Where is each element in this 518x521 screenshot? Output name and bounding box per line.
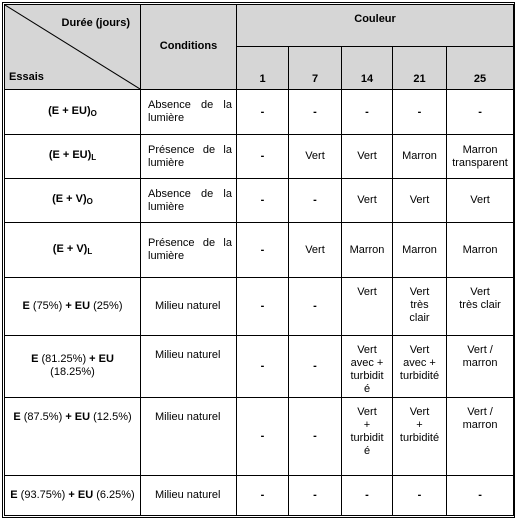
color-value: Vert (470, 194, 490, 207)
color-cell (237, 223, 289, 278)
color-value: Marron (462, 243, 498, 256)
color-cell (342, 278, 393, 335)
color-value: Marron transparent (452, 143, 508, 169)
essai-cell (5, 135, 141, 179)
essai-label: (E + V) (52, 193, 87, 206)
color-value: - (260, 489, 265, 501)
table-row (5, 335, 514, 397)
essai-cell (5, 223, 141, 278)
color-cell (289, 135, 342, 179)
color-cell (447, 335, 514, 397)
color-cell (289, 223, 342, 278)
color-value: Marron (402, 150, 437, 163)
color-value: - (417, 489, 422, 501)
color-cell (393, 179, 447, 223)
essai-cell (5, 278, 141, 335)
color-value: - (478, 105, 482, 118)
color-cell (237, 398, 289, 476)
color-value: - (260, 194, 265, 207)
color-cell (289, 398, 342, 476)
color-value: - (260, 105, 265, 118)
color-cell (393, 223, 447, 278)
color-value: - (313, 300, 317, 313)
color-cell (237, 135, 289, 179)
essai-component: + EU (65, 411, 91, 424)
color-cell (237, 278, 289, 335)
essai-component: E (10, 489, 18, 501)
color-cell (393, 278, 447, 335)
condition-cell: Milieu naturel (141, 476, 237, 516)
color-value: - (260, 359, 265, 372)
color-value: Vert (409, 194, 430, 207)
color-cell (342, 135, 393, 179)
essai-cell (5, 89, 141, 134)
results-table (4, 4, 514, 516)
essai-subscript: O (90, 108, 97, 118)
color-cell (342, 476, 393, 516)
essai-component: + EU (89, 353, 114, 366)
color-cell (289, 278, 342, 335)
essai-component: + EU (68, 489, 94, 501)
day-header: 1 (237, 46, 289, 89)
essai-cell (5, 398, 141, 476)
condition-cell: Absence de la lumière (141, 89, 237, 134)
couleur-header: Couleur (237, 5, 514, 47)
color-value: Vert (357, 194, 377, 207)
duree-label: Durée (jours) (61, 17, 130, 29)
table-row (5, 476, 514, 516)
color-cell (342, 223, 393, 278)
color-cell (237, 335, 289, 397)
essai-subscript: L (91, 153, 97, 163)
condition-cell: Présence de la lumière (141, 223, 237, 278)
color-value: Vert + turbidit é (350, 406, 384, 458)
color-value: Vert (305, 150, 325, 163)
color-value: - (260, 430, 265, 443)
color-value: Vert + turbidité (399, 406, 440, 445)
color-value: Vert (357, 286, 377, 299)
color-cell (447, 89, 514, 134)
essai-label (10, 489, 134, 501)
condition-cell: Milieu naturel (141, 278, 237, 335)
color-value: - (478, 489, 482, 501)
essai-component: E (31, 353, 39, 366)
essai-percent: (18.25%) (50, 366, 95, 379)
color-cell (447, 135, 514, 179)
condition-cell: Milieu naturel (141, 398, 237, 476)
color-value: Marron (402, 243, 437, 256)
essai-subscript: O (86, 197, 93, 207)
color-value: Vert très clair (459, 286, 501, 312)
essai-component: + EU (65, 300, 91, 313)
color-value: - (260, 150, 265, 163)
color-value: - (260, 243, 265, 256)
table-row (5, 278, 514, 335)
color-cell (289, 476, 342, 516)
essai-label: (E + EU) (48, 149, 92, 162)
color-cell (342, 398, 393, 476)
color-value: - (365, 489, 369, 501)
color-value: - (313, 430, 317, 443)
essai-percent: (6.25%) (96, 489, 135, 501)
day-header: 25 (447, 46, 514, 89)
color-cell (237, 476, 289, 516)
color-cell (447, 398, 514, 476)
color-cell (289, 335, 342, 397)
color-cell (342, 335, 393, 397)
color-cell (342, 89, 393, 134)
color-value: - (260, 300, 265, 313)
condition-cell: Milieu naturel (141, 335, 237, 397)
color-cell (447, 476, 514, 516)
color-value: - (313, 105, 317, 118)
essai-cell (5, 335, 141, 397)
table-row (5, 179, 514, 223)
essai-label (31, 353, 114, 378)
essai-label: (E + V) (52, 242, 88, 255)
color-value: Vert très clair (409, 286, 430, 325)
color-cell (289, 179, 342, 223)
color-cell (393, 335, 447, 397)
header-corner-cell (5, 5, 141, 90)
color-value: - (417, 105, 422, 118)
color-cell (393, 135, 447, 179)
table-row (5, 89, 514, 134)
condition-cell: Absence de la lumière (141, 179, 237, 223)
color-cell (237, 179, 289, 223)
essai-component: E (22, 300, 30, 313)
essai-percent: (81.25%) (41, 353, 87, 366)
color-value: Vert / marron (462, 343, 498, 369)
essai-subscript: L (87, 246, 93, 256)
color-value: Vert (357, 150, 377, 163)
color-value: Vert avec + turbidité (399, 343, 440, 382)
table-row (5, 135, 514, 179)
color-cell (342, 179, 393, 223)
color-value: - (313, 359, 317, 372)
essai-percent: (75%) (32, 300, 63, 313)
essai-component: E (13, 411, 21, 424)
color-value: Vert / marron (462, 406, 498, 432)
color-value: - (365, 105, 369, 118)
essai-percent: (93.75%) (20, 489, 66, 501)
day-header: 7 (289, 46, 342, 89)
day-header: 21 (393, 46, 447, 89)
color-value: - (313, 194, 317, 207)
color-value: Vert avec + turbidit é (350, 343, 384, 395)
color-cell (447, 278, 514, 335)
essai-percent: (25%) (93, 300, 123, 313)
conditions-header: Conditions (141, 5, 237, 90)
table-row (5, 223, 514, 278)
essai-label: (E + EU) (48, 104, 91, 117)
color-value: - (313, 489, 317, 501)
essai-cell (5, 476, 141, 516)
color-cell (393, 398, 447, 476)
color-cell (289, 89, 342, 134)
color-cell (393, 476, 447, 516)
essai-label (13, 411, 131, 423)
essai-cell (5, 179, 141, 223)
essai-percent: (12.5%) (93, 411, 132, 424)
essai-percent: (87.5%) (23, 411, 63, 424)
color-value: Vert (305, 243, 325, 256)
table-row (5, 398, 514, 476)
color-cell (393, 89, 447, 134)
color-cell (447, 223, 514, 278)
essai-label (23, 300, 123, 312)
color-cell (237, 89, 289, 134)
color-value: Marron (349, 243, 385, 256)
condition-cell: Présence de la lumière (141, 135, 237, 179)
color-cell (447, 179, 514, 223)
day-header: 14 (342, 46, 393, 89)
essais-label: Essais (9, 70, 44, 83)
